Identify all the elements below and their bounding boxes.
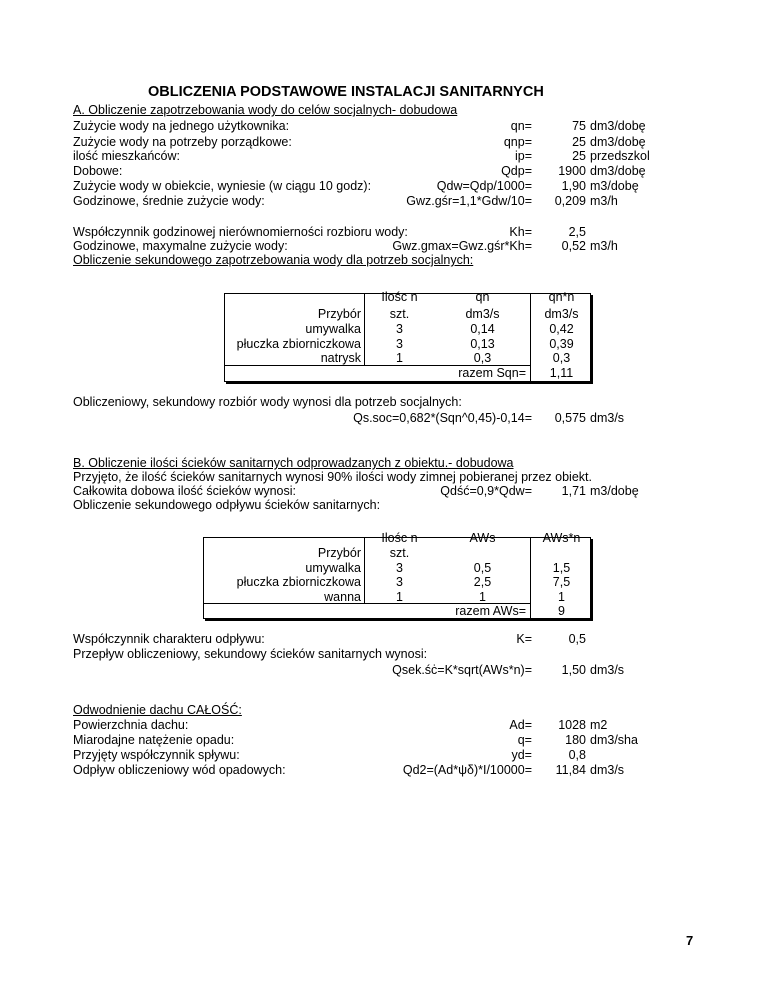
page-number: 7 bbox=[686, 933, 694, 948]
table-b-header-aws: AWs bbox=[469, 531, 496, 545]
table-a-header-qn: qn bbox=[475, 290, 490, 304]
section-b-line1: Przyjęto, że ilość ścieków sanitarnych wynosi 90% ilości wody zimnej pobieranej przez obiekt. bbox=[73, 470, 592, 484]
k-formula: K= bbox=[516, 632, 532, 646]
table-a-header-n: Ilośc n bbox=[381, 290, 418, 304]
section-b-heading: B. Obliczenie ilości ścieków sanitarnych odprowadzanych z obiektu.- dobudowa bbox=[73, 456, 514, 470]
kh-formula: Kh= bbox=[509, 225, 532, 239]
row-unit: przedszkol bbox=[590, 149, 650, 163]
table-a-header-unit: dm3/s bbox=[465, 307, 500, 321]
row-value: 1,90 bbox=[561, 179, 586, 193]
row-label: Zużycie wody na potrzeby porządkowe: bbox=[73, 135, 292, 149]
section-a-subheading: Obliczenie sekundowego zapotrzebowania wody dla potrzeb socjalnych: bbox=[73, 253, 474, 267]
row-unit: dm3/s bbox=[590, 763, 625, 777]
k-label: Współczynnik charakteru odpływu: bbox=[73, 632, 265, 646]
gmax-value: 0,52 bbox=[561, 239, 586, 253]
result-unit: dm3/s bbox=[590, 411, 625, 425]
table-row-n: 1 bbox=[396, 351, 403, 365]
row-value: 75 bbox=[572, 119, 586, 133]
section-a-heading: A. Obliczenie zapotrzebowania wody do celów socjalnych- dobudowa bbox=[73, 103, 458, 117]
table-row-n: 3 bbox=[396, 575, 403, 589]
row-unit: m2 bbox=[590, 718, 608, 732]
section-b-line2-formula: Qdść=0,9*Qdw= bbox=[440, 484, 532, 498]
row-formula: Qd2=(Ad*ψδ)*I/10000= bbox=[402, 763, 532, 777]
table-row-n: 3 bbox=[396, 337, 403, 351]
kh-value: 2,5 bbox=[568, 225, 586, 239]
table-row-name: wanna bbox=[324, 590, 361, 604]
table-divider bbox=[530, 537, 531, 618]
table-row-name: natrysk bbox=[320, 351, 361, 365]
table-a-header-qnn: qn*n bbox=[548, 290, 575, 304]
row-value: 0,209 bbox=[554, 194, 586, 208]
table-a-total-value: 1,11 bbox=[549, 366, 574, 380]
row-unit: m3/dobę bbox=[590, 179, 639, 193]
table-b-total-label: razem AWs= bbox=[455, 604, 526, 618]
gmax-formula: Gwz.gmax=Gwz.gśr*Kh= bbox=[392, 239, 532, 253]
table-divider bbox=[364, 293, 365, 365]
table-row-n: 3 bbox=[396, 322, 403, 336]
table-row-name: płuczka zbiorniczkowa bbox=[236, 575, 361, 589]
table-row-q: 0,13 bbox=[470, 337, 495, 351]
table-b-header-awsn: AWs*n bbox=[542, 531, 581, 545]
table-a-header-przybor: Przybór bbox=[317, 307, 361, 321]
table-row-aws: 0,5 bbox=[473, 561, 492, 575]
row-unit: dm3/dobę bbox=[590, 119, 646, 133]
row-formula: Gwz.gśr=1,1*Gdw/10= bbox=[406, 194, 532, 208]
row-formula: Qdw=Qdp/1000= bbox=[436, 179, 532, 193]
row-value: 11,84 bbox=[555, 763, 586, 777]
table-row-n: 1 bbox=[396, 590, 403, 604]
table-row-name: umywalka bbox=[305, 322, 361, 336]
table-row-q: 0,14 bbox=[470, 322, 495, 336]
row-label: Odpływ obliczeniowy wód opadowych: bbox=[73, 763, 286, 777]
section-b-line2-value: 1,71 bbox=[561, 484, 586, 498]
table-row-awsn: 1,5 bbox=[552, 561, 571, 575]
flow-unit: dm3/s bbox=[590, 663, 625, 677]
row-unit: m3/h bbox=[590, 194, 618, 208]
table-a-header-szt: szt. bbox=[389, 307, 410, 321]
row-label: Przyjęty współczynnik spływu: bbox=[73, 748, 240, 762]
row-value: 1028 bbox=[558, 718, 586, 732]
table-row-aws: 1 bbox=[479, 590, 486, 604]
row-value: 1900 bbox=[558, 164, 586, 178]
gmax-label: Godzinowe, maxymalne zużycie wody: bbox=[73, 239, 288, 253]
table-row-awsn: 1 bbox=[558, 590, 565, 604]
row-unit: dm3/dobę bbox=[590, 135, 646, 149]
row-value: 180 bbox=[565, 733, 586, 747]
table-b-header-n: Ilośc n bbox=[381, 531, 418, 545]
table-divider bbox=[530, 293, 531, 381]
table-row-awsn: 7,5 bbox=[552, 575, 571, 589]
table-b-header-szt: szt. bbox=[389, 546, 410, 560]
table-row-aws: 2,5 bbox=[473, 575, 492, 589]
table-divider bbox=[364, 537, 365, 603]
section-b-line2-unit: m3/dobę bbox=[590, 484, 639, 498]
row-formula: Ad= bbox=[509, 718, 532, 732]
row-label: Miarodajne natężenie opadu: bbox=[73, 733, 235, 747]
section-b-line2-label: Całkowita dobowa ilość ścieków wynosi: bbox=[73, 484, 297, 498]
row-unit: dm3/dobę bbox=[590, 164, 646, 178]
flow-label: Przepływ obliczeniowy, sekundowy ścieków sanitarnych wynosi: bbox=[73, 647, 428, 661]
section-c-heading: Odwodnienie dachu CAŁOŚĆ: bbox=[73, 703, 242, 717]
flow-formula: Qsek.śċ=K*sqrt(AWs*n)= bbox=[392, 663, 532, 677]
table-row-q: 0,3 bbox=[473, 351, 492, 365]
row-unit: dm3/sha bbox=[590, 733, 638, 747]
result-formula: Qs.soc=0,682*(Sqn^0,45)-0,14= bbox=[353, 411, 532, 425]
row-label: Zużycie wody w obiekcie, wyniesie (w ciągu 10 godz): bbox=[73, 179, 372, 193]
row-formula: q= bbox=[517, 733, 532, 747]
row-formula: qnp= bbox=[503, 135, 532, 149]
section-b-line3: Obliczenie sekundowego odpływu ścieków sanitarnych: bbox=[73, 498, 381, 512]
gmax-unit: m3/h bbox=[590, 239, 618, 253]
kh-label: Współczynnik godzinowej nierównomierności rozbioru wody: bbox=[73, 225, 408, 239]
row-label: Zużycie wody na jednego użytkownika: bbox=[73, 119, 290, 133]
table-row-name: umywalka bbox=[305, 561, 361, 575]
result-text: Obliczeniowy, sekundowy rozbiór wody wynosi dla potrzeb socjalnych: bbox=[73, 395, 462, 409]
row-formula: ip= bbox=[514, 149, 532, 163]
table-row-qn: 0,39 bbox=[549, 337, 574, 351]
table-a-header-unit2: dm3/s bbox=[544, 307, 579, 321]
row-label: Dobowe: bbox=[73, 164, 123, 178]
row-value: 25 bbox=[572, 135, 586, 149]
table-a-total-label: razem Sqn= bbox=[458, 366, 526, 380]
flow-value: 1,50 bbox=[561, 663, 586, 677]
row-label: ilość mieszkańców: bbox=[73, 149, 180, 163]
table-b-total-value: 9 bbox=[558, 604, 565, 618]
row-formula: qn= bbox=[510, 119, 532, 133]
row-value: 0,8 bbox=[568, 748, 586, 762]
row-formula: Qdp= bbox=[501, 164, 532, 178]
table-row-n: 3 bbox=[396, 561, 403, 575]
row-label: Powierzchnia dachu: bbox=[73, 718, 189, 732]
k-value: 0,5 bbox=[568, 632, 586, 646]
row-value: 25 bbox=[572, 149, 586, 163]
table-b-header-przybor: Przybór bbox=[317, 546, 361, 560]
row-formula: yd= bbox=[511, 748, 532, 762]
row-label: Godzinowe, średnie zużycie wody: bbox=[73, 194, 265, 208]
table-row-qn: 0,42 bbox=[549, 322, 574, 336]
result-value: 0,575 bbox=[554, 411, 586, 425]
table-row-qn: 0,3 bbox=[552, 351, 571, 365]
page-title: OBLICZENIA PODSTAWOWE INSTALACJI SANITARNYCH bbox=[148, 84, 544, 100]
table-row-name: płuczka zbiorniczkowa bbox=[236, 337, 361, 351]
